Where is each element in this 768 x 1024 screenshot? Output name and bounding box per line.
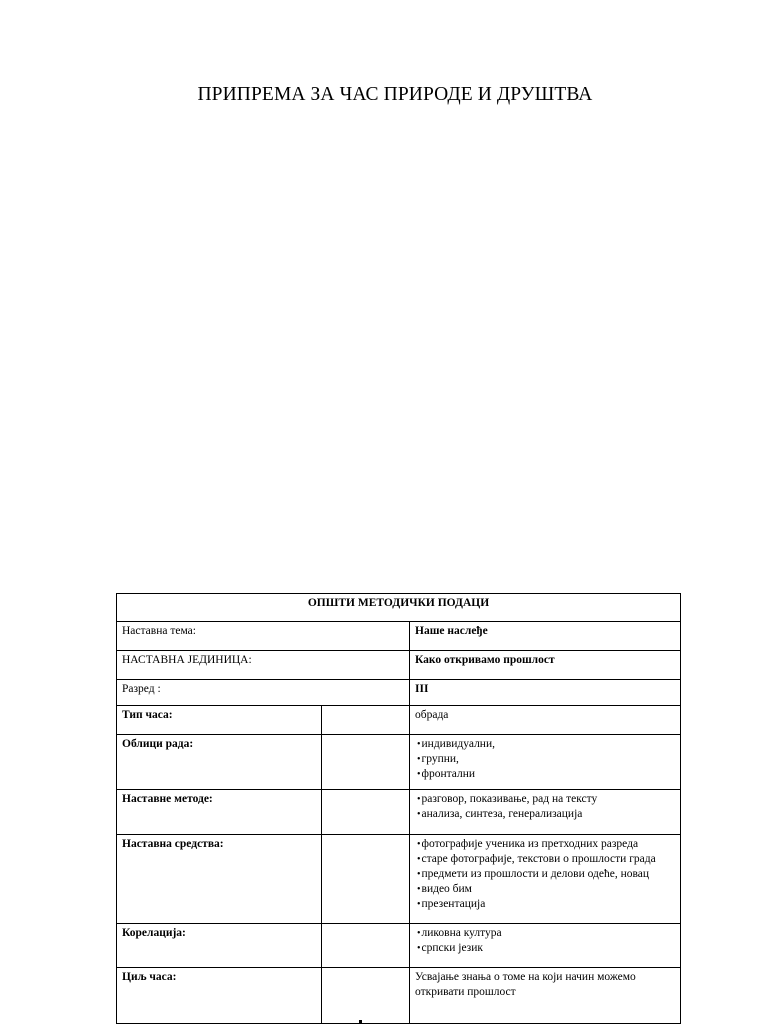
correlation-list xyxy=(415,926,675,956)
work-forms-list xyxy=(415,737,675,782)
table-row xyxy=(117,735,681,790)
table-row xyxy=(117,790,681,835)
page-break-marker xyxy=(359,1020,362,1023)
row-value-methods xyxy=(410,790,681,835)
row-label-lesson-type: Тип часа: xyxy=(117,706,322,735)
empty-cell xyxy=(322,735,410,790)
table-heading: ОПШТИ МЕТОДИЧКИ ПОДАЦИ xyxy=(117,594,681,622)
row-label-unit: НАСТАВНА ЈЕДИНИЦА: xyxy=(117,651,410,680)
empty-cell xyxy=(322,968,410,1024)
teaching-aids-list xyxy=(415,837,675,912)
row-value-teaching-aids xyxy=(410,835,681,924)
table-row xyxy=(117,680,681,706)
row-value-topic: Наше наслеђе xyxy=(410,622,681,651)
row-label-topic: Наставна тема: xyxy=(117,622,410,651)
list-item: • видео бим xyxy=(415,882,675,897)
row-value-lesson-type: обрада xyxy=(410,706,681,735)
row-value-work-forms xyxy=(410,735,681,790)
list-item: • старе фотографије, текстови о прошлости града xyxy=(415,852,675,867)
list-item: • српски језик xyxy=(415,941,675,956)
list-item: • презентација xyxy=(415,897,675,912)
row-label-work-forms: Облици рада: xyxy=(117,735,322,790)
list-item: • групни, xyxy=(415,752,675,767)
row-label-teaching-aids: Наставна средства: xyxy=(117,835,322,924)
list-item: • фотографије ученика из претходних разреда xyxy=(415,837,675,852)
table-row xyxy=(117,622,681,651)
empty-cell xyxy=(322,835,410,924)
row-value-correlation xyxy=(410,924,681,968)
document-title: ПРИПРЕМА ЗА ЧАС ПРИРОДЕ И ДРУШТВА xyxy=(197,84,593,105)
table-header-row xyxy=(117,594,681,622)
empty-cell xyxy=(322,706,410,735)
list-item: • разговор, показивање, рад на тексту xyxy=(415,792,675,807)
list-item: • фронтални xyxy=(415,767,675,782)
list-item: • ликовна култура xyxy=(415,926,675,941)
methodical-data-table xyxy=(116,593,681,1024)
table-row xyxy=(117,835,681,924)
list-item: • индивидуални, xyxy=(415,737,675,752)
row-label-lesson-goal: Циљ часа: xyxy=(117,968,322,1024)
row-label-correlation: Корелација: xyxy=(117,924,322,968)
table-row xyxy=(117,706,681,735)
list-item: • анализа, синтеза, генерализација xyxy=(415,807,675,822)
methods-list xyxy=(415,792,675,822)
empty-cell xyxy=(322,924,410,968)
row-value-lesson-goal: Усвајање знања о томе на који начин можемо откривати прошлост xyxy=(410,968,681,1024)
row-label-methods: Наставне методе: xyxy=(117,790,322,835)
table-row xyxy=(117,651,681,680)
table-row xyxy=(117,968,681,1024)
list-item: • предмети из прошлости и делови одеће, новац xyxy=(415,867,675,882)
row-value-grade: III xyxy=(410,680,681,706)
table-row xyxy=(117,924,681,968)
empty-cell xyxy=(322,790,410,835)
row-label-grade: Разред : xyxy=(117,680,410,706)
row-value-unit: Како откривамо прошлост xyxy=(410,651,681,680)
